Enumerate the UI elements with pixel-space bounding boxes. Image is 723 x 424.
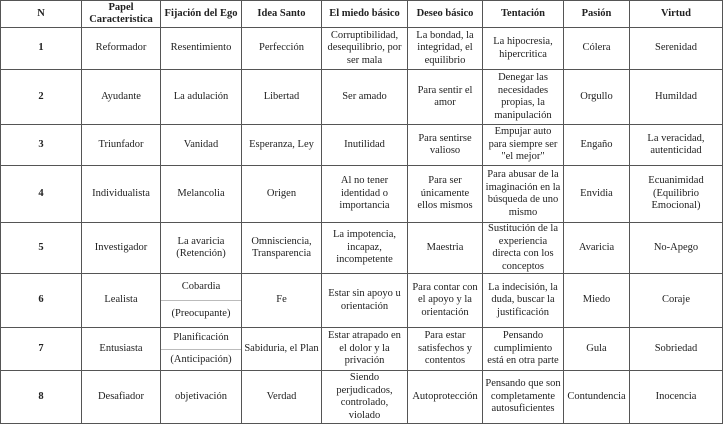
cell-papel: Entusiasta (82, 328, 161, 371)
cell-fijacion (161, 328, 242, 371)
column-header: Fijación del Ego (161, 1, 242, 28)
cell-n: 8 (1, 371, 82, 424)
column-header: Deseo básico (408, 1, 483, 28)
cell-papel: Individualista (82, 166, 161, 223)
cell-pasion: Engaño (564, 125, 630, 166)
table-row (1, 125, 723, 166)
cell-fijacion (161, 274, 242, 328)
cell-deseo: Autoprotección (408, 371, 483, 424)
cell-deseo: Para contar con el apoyo y la orientación (408, 274, 483, 328)
cell-n: 3 (1, 125, 82, 166)
cell-tentacion: La hipocresia, hipercritica (483, 28, 564, 70)
cell-papel: Lealista (82, 274, 161, 328)
cell-fijacion-top: Cobardia (161, 274, 241, 302)
cell-virtud: La veracidad, autenticidad (630, 125, 723, 166)
cell-miedo: Al no tener identidad o importancia (322, 166, 408, 223)
cell-idea: Esperanza, Ley (242, 125, 322, 166)
cell-pasion: Cólera (564, 28, 630, 70)
cell-fijacion: objetivación (161, 371, 242, 424)
cell-fijacion: Vanidad (161, 125, 242, 166)
cell-deseo: Para sentir el amor (408, 70, 483, 125)
cell-fijacion: Melancolia (161, 166, 242, 223)
cell-idea: Perfección (242, 28, 322, 70)
column-header: El miedo básico (322, 1, 408, 28)
cell-virtud: Coraje (630, 274, 723, 328)
cell-papel: Ayudante (82, 70, 161, 125)
cell-miedo: Estar atrapado en el dolor y la privación (322, 328, 408, 371)
cell-fijacion-top: Planificación (161, 328, 241, 350)
cell-virtud: Inocencia (630, 371, 723, 424)
cell-tentacion: Para abusar de la imaginación en la búsqueda de uno mismo (483, 166, 564, 223)
column-header: Pasión (564, 1, 630, 28)
table-row (1, 166, 723, 223)
column-header: Tentación (483, 1, 564, 28)
cell-pasion: Contundencia (564, 371, 630, 424)
cell-miedo: Siendo perjudicados, controlado, violado (322, 371, 408, 424)
cell-pasion: Envidia (564, 166, 630, 223)
cell-pasion: Orgullo (564, 70, 630, 125)
cell-n: 4 (1, 166, 82, 223)
cell-miedo: Inutilidad (322, 125, 408, 166)
cell-idea: Origen (242, 166, 322, 223)
cell-n: 7 (1, 328, 82, 371)
cell-papel: Investigador (82, 223, 161, 274)
cell-deseo: Maestria (408, 223, 483, 274)
cell-deseo: Para sentirse valioso (408, 125, 483, 166)
table-row (1, 28, 723, 70)
table-row (1, 223, 723, 274)
table-row (1, 274, 723, 328)
cell-virtud: No-Apego (630, 223, 723, 274)
cell-fijacion-bottom: (Anticipación) (170, 353, 232, 365)
cell-tentacion: Pensando cumplimiento está en otra parte (483, 328, 564, 371)
table-row (1, 70, 723, 125)
cell-papel: Desafiador (82, 371, 161, 424)
cell-deseo: Para ser únicamente ellos mismos (408, 166, 483, 223)
cell-tentacion: Denegar las necesidades propias, la manipulación (483, 70, 564, 125)
column-header: N (1, 1, 82, 28)
cell-virtud: Serenidad (630, 28, 723, 70)
cell-n: 2 (1, 70, 82, 125)
cell-fijacion: La avaricia (Retención) (161, 223, 242, 274)
cell-idea: Libertad (242, 70, 322, 125)
cell-fijacion: La adulación (161, 70, 242, 125)
cell-idea: Omnisciencia, Transparencia (242, 223, 322, 274)
cell-tentacion: Pensando que son completamente autosuficientes (483, 371, 564, 424)
cell-idea: Verdad (242, 371, 322, 424)
cell-miedo: Ser amado (322, 70, 408, 125)
column-header: Idea Santo (242, 1, 322, 28)
cell-miedo: La impotencia, incapaz, incompetente (322, 223, 408, 274)
cell-fijacion: Resentimiento (161, 28, 242, 70)
cell-pasion: Miedo (564, 274, 630, 328)
cell-fijacion-bottom: (Preocupante) (171, 308, 231, 319)
cell-pasion: Gula (564, 328, 630, 371)
cell-n: 6 (1, 274, 82, 328)
cell-tentacion: Sustitución de la experiencia directa con los conceptos (483, 223, 564, 274)
table-row (1, 328, 723, 371)
cell-n: 5 (1, 223, 82, 274)
cell-n: 1 (1, 28, 82, 70)
cell-papel: Triunfador (82, 125, 161, 166)
cell-virtud: Humildad (630, 70, 723, 125)
cell-deseo: Para estar satisfechos y contentos (408, 328, 483, 371)
cell-pasion: Avaricia (564, 223, 630, 274)
cell-tentacion: La indecisión, la duda, buscar la justificación (483, 274, 564, 328)
cell-miedo: Corruptibilidad, desequilibrio, por ser mala (322, 28, 408, 70)
cell-virtud: Ecuanimidad (Equilibrio Emocional) (630, 166, 723, 223)
cell-papel: Reformador (82, 28, 161, 70)
cell-deseo: La bondad, la integridad, el equilibrio (408, 28, 483, 70)
cell-virtud: Sobriedad (630, 328, 723, 371)
cell-idea: Fe (242, 274, 322, 328)
header-row (1, 1, 723, 28)
cell-idea: Sabiduria, el Plan (242, 328, 322, 371)
column-header: Virtud (630, 1, 723, 28)
cell-miedo: Estar sin apoyo u orientación (322, 274, 408, 328)
column-header: Papel Caracteristica (82, 1, 161, 28)
cell-tentacion: Empujar auto para siempre ser "el mejor" (483, 125, 564, 166)
